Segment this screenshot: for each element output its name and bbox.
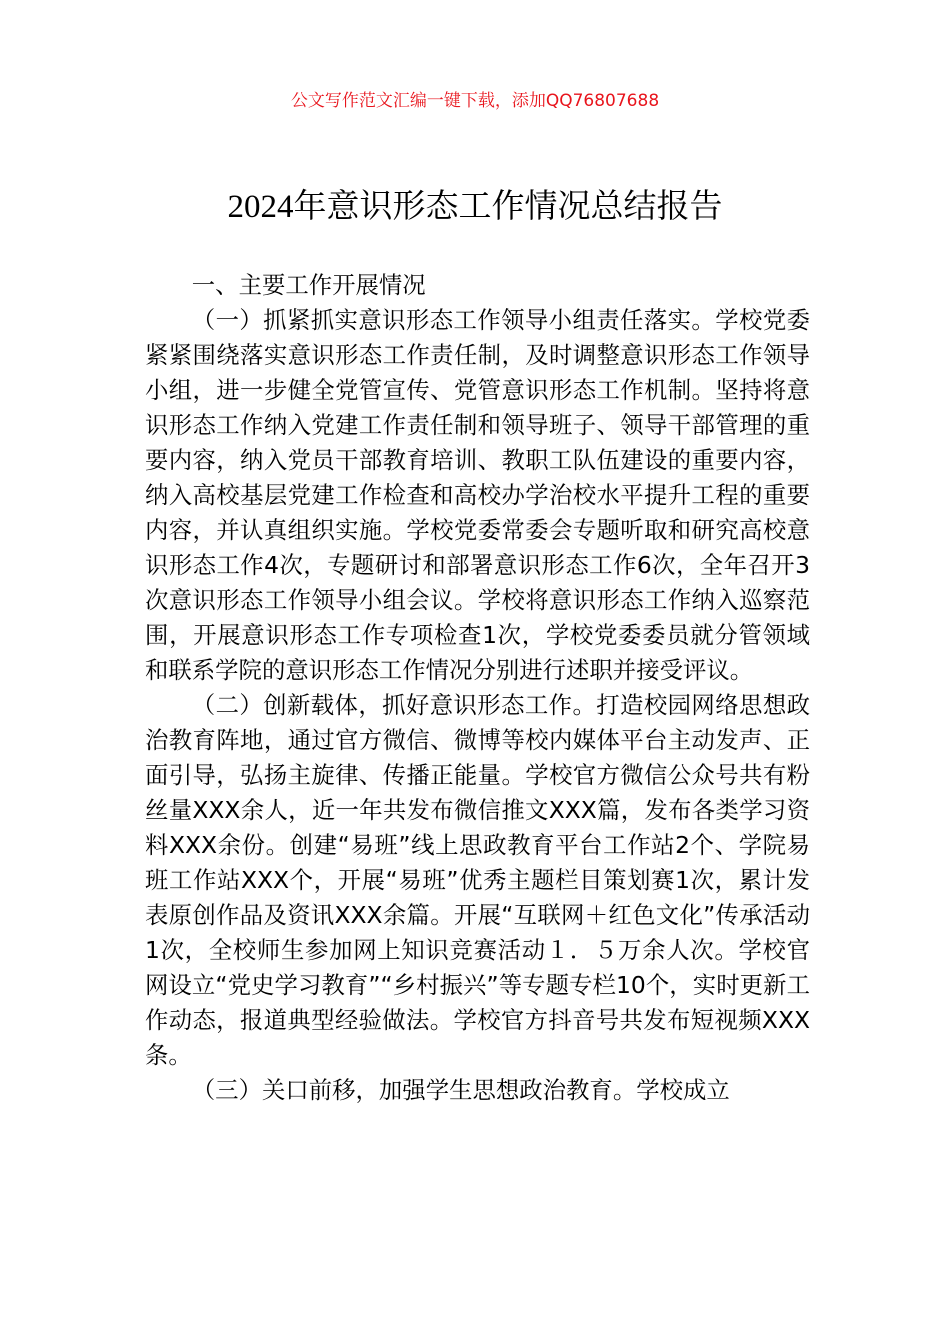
document-title: 2024年意识形态工作情况总结报告 bbox=[227, 189, 723, 225]
header-watermark-text: 公文写作范文汇编一键下载，添加QQ76807688 bbox=[290, 91, 660, 111]
section-heading: 一、主要工作开展情况 bbox=[191, 271, 426, 299]
paragraph-3: （三）关口前移，加强学生思想政治教育。学校成立 bbox=[191, 1076, 730, 1104]
paragraph-2: （二）创新载体，抓好意识形态工作。打造校园网络思想政治教育阵地，通过官方微信、微博等校内媒体平台主动发声、正面引导，弘扬主旋律、传播正能量。学校官方微信公众号共有粉丝量XXX余人，近一年共发布微信推文XXX篇，发布各类学习资料XXX余份。创建“易班”线上思政教育平台工作站2个、学院易班工作站XXX个，开展“易班”优秀主题栏目策划赛1次，累计发表原创作品及资讯XXX余篇。开展“互联网＋红色文化”传承活动1次，全校师生参加网上知识竞赛活动１．５万余人次。学校官网设立“党史学习教育”“乡村振兴”等专题专栏10个，实时更新工作动态，报道典型经验做法。学校官方抖音号共发布短视频XXX条。 bbox=[145, 691, 810, 1069]
document-body bbox=[145, 268, 810, 1108]
paragraph-1: （一）抓紧抓实意识形态工作领导小组责任落实。学校党委紧紧围绕落实意识形态工作责任制，及时调整意识形态工作领导小组，进一步健全党管宣传、党管意识形态工作机制。坚持将意识形态工作纳入党建工作责任制和领导班子、领导干部管理的重要内容，纳入党员干部教育培训、教职工队伍建设的重要内容，纳入高校基层党建工作检查和高校办学治校水平提升工程的重要内容，并认真组织实施。学校党委常委会专题听取和研究高校意识形态工作4次，专题研讨和部署意识形态工作6次，全年召开3次意识形态工作领导小组会议。学校将意识形态工作纳入巡察范围，开展意识形态工作专项检查1次，学校党委委员就分管领域和联系学院的意识形态工作情况分别进行述职并接受评议。 bbox=[145, 306, 810, 684]
